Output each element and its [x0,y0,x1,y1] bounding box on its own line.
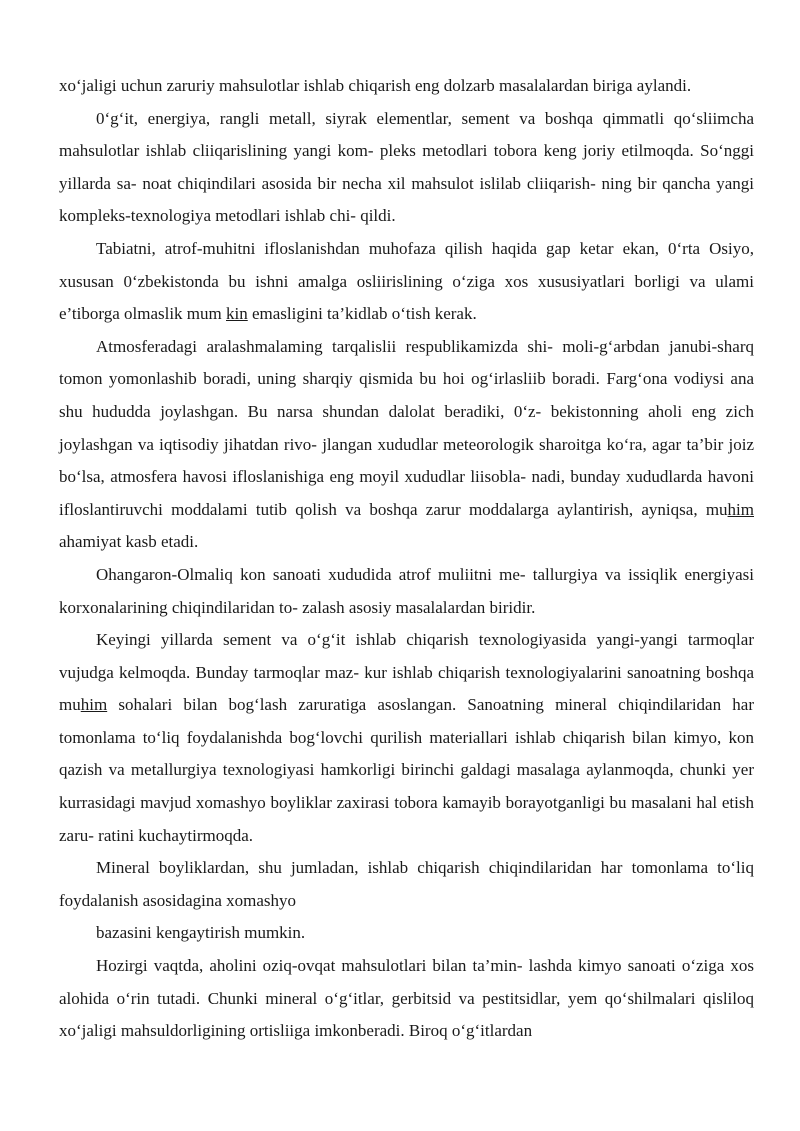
paragraph-text: Tabiatni, atrof-muhitni ifloslanishdan muhofaza qilish haqida gap ketar ekan, 0‘rta Osiyo, xususan 0‘zbekistonda bu ishni amalga osliirislining o‘ziga xos xususiyatlari borligi va ulami e’tiborga olmaslik mum [59,238,754,324]
paragraph [59,233,754,331]
paragraph-text: emasligini ta’kidlab o‘tish kerak. [247,304,477,324]
paragraph: Ohangaron-Olmaliq kon sanoati xududida atrof muliitni me- tallurgiya va issiqlik energiyasi korxonalarining chiqindilaridan to- zalash asosiy masalalardan biridir. [59,564,754,617]
paragraph-text: sohalari bilan bog‘lash zaruratiga asoslangan. Sanoatning mineral chiqindilaridan har tomonlama to‘liq foydalanishda bog‘lovchi qurilish materiallari ishlab chiqarish bilan kimyo, kon qazish va metallurgiya texnologiyasi hamkorligi birinchi galdagi masalaga aylanmoqda, chunki yer kurrasidagi mavjud xomashyo boyliklar zaxirasi tobora kamayib borayotganligi bu masalani hal etish zaru- ratini kuchaytirmoqda. [59,695,754,845]
paragraph [59,331,754,559]
paragraph-text: Keyingi yillarda sement va o‘g‘it ishlab chiqarish texnologiyasida yangi-yangi tarmoqlar vujudga kelmoqda. Bunday tarmoqlar maz- kur ishlab chiqarish texnologiyalarini sanoatning boshqa mu [59,630,754,715]
paragraph: Mineral boyliklardan, shu jumladan, ishlab chiqarish chiqindilaridan har tomonlama to‘liq foydalanish asosidagina xomashyo [59,858,754,910]
paragraph-text: ahamiyat kasb etadi. [59,532,199,552]
underlined-text: him [80,695,108,715]
body-text [59,70,754,1048]
paragraph: bazasini kengaytirish mumkin. [96,923,306,943]
paragraph: 0‘g‘it, energiya, rangli metall, siyrak elementlar, sement va boshqa qimmatli qo‘sliimcha mahsulotlar ishlab cliiqarislining yangi kom- pleks metodlari tobora keng joriy etilmoqda. So‘nggi yillarda sa- noat chiqindilari asosida bir necha xil mahsulot islilab cliiqarish- ning bir qancha yangi kompleks-texnologiya metodlari ishlab chi- qildi. [59,108,754,226]
paragraph-text: Atmosferadagi aralashmalaming tarqalislii respublikamizda shi- moli-g‘arbdan janubi-sharq tomon yomonlashib boradi, uning sharqiy qismida bu hoi og‘irlasliib boradi. Farg‘ona vodiysi ana shu hududda joylashgan. Bu narsa shundan dalolat beradiki, 0‘z- bekistonning aholi eng zich joylashgan va iqtisodiy jihatdan rivo- jlangan xududlar meteorologik sharoitga ko‘ra, agar ta’bir joiz bo‘lsa, atmosfera havosi ifloslanishiga eng moyil xududlar liisobla- nadi, bunday xududlarda havoni ifloslantiruvchi moddalami tutib qolish va boshqa zarur moddalarga aylantirish, ayniqsa, mu [59,336,754,519]
underlined-text: kin [226,304,248,324]
paragraph: Hozirgi vaqtda, aholini oziq-ovqat mahsulotlari bilan ta’min- lashda kimyo sanoati o‘ziga xos alohida o‘rin tutadi. Chunki mineral o‘g‘itlar, gerbitsid va pestitsidlar, yem qo‘shilmalari qisliloq xo‘jaligi mahsuldorligining ortisliiga imkonberadi. Biroq o‘g‘itlardan [59,956,754,1041]
underlined-text: him [727,499,754,519]
paragraph: xo‘jaligi uchun zaruriy mahsulotlar ishlab chiqarish eng dolzarb masalalardan biriga aylandi. [59,76,692,95]
paragraph [59,624,754,852]
